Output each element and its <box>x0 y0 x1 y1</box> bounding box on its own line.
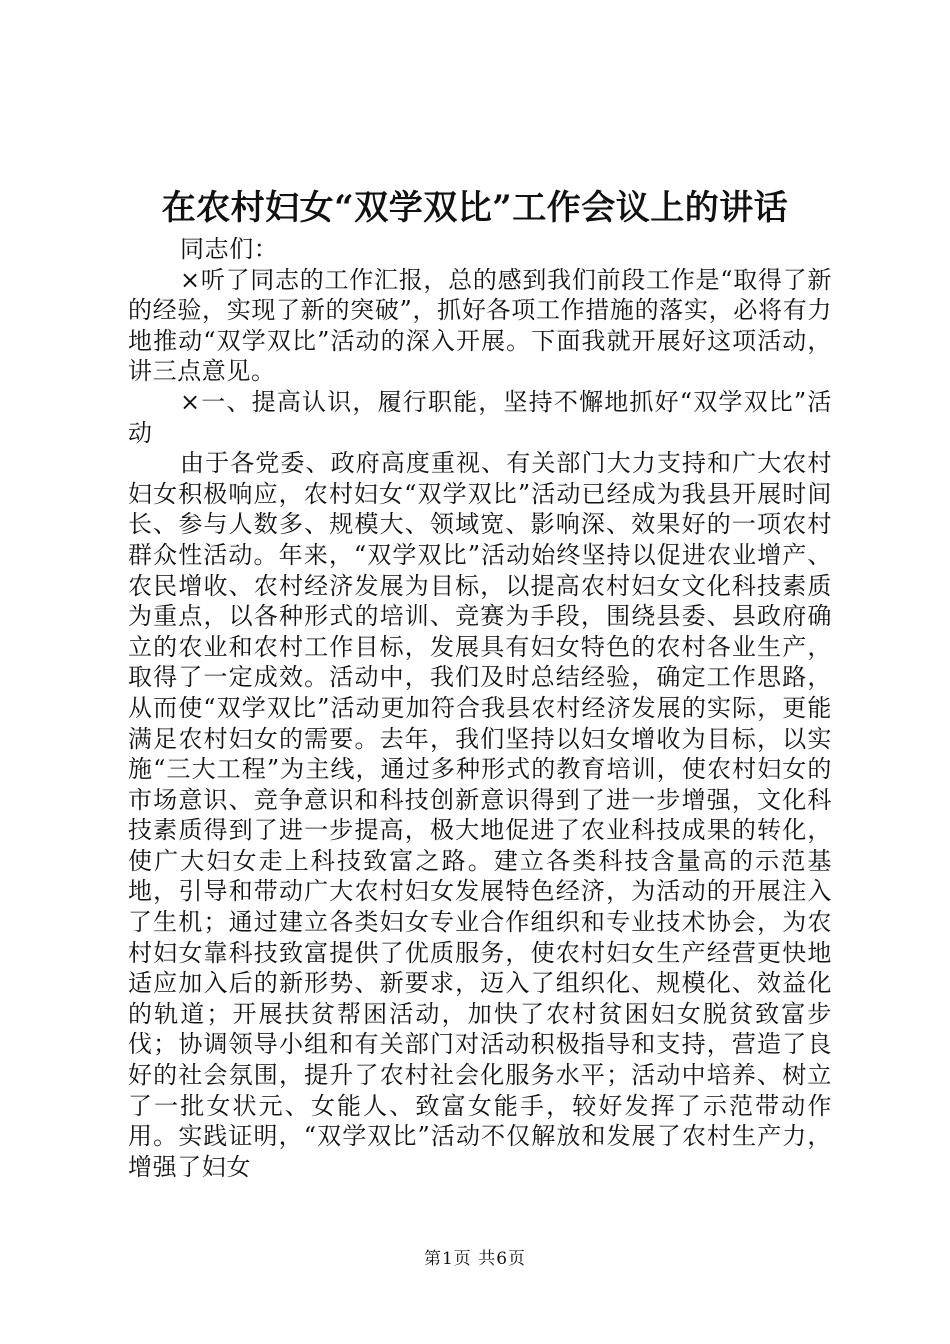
document-body <box>128 234 832 1182</box>
salutation: 同志们： <box>180 235 279 263</box>
paragraph-intro: ×听了同志的工作汇报，总的感到我们前段工作是“取得了新的经验，实现了新的突破”，抓好各项工作措施的落实，必将有力地推动“双学双比”活动的深入开展。下面我就开展好这项活动，讲三点意见。 <box>128 265 832 386</box>
page-footer: 第1页 共6页 <box>423 1249 527 1269</box>
paragraph-body: 由于各党委、政府高度重视、有关部门大力支持和广大农村妇女积极响应，农村妇女“双学双比”活动已经成为我县开展时间长、参与人数多、规模大、领域宽、影响深、效果好的一项农村群众性活动。年来，“双学双比”活动始终坚持以促进农业增产、农民增收、农村经济发展为目标，以提高农村妇女文化科技素质为重点，以各种形式的培训、竞赛为手段，围绕县委、县政府确立的农业和农村工作目标，发展具有妇女特色的农村各业生产，取得了一定成效。活动中，我们及时总结经验，确定工作思路，从而使“双学双比”活动更加符合我县农村经济发展的实际，更能满足农村妇女的需要。去年，我们坚持以妇女增收为目标，以实施“三大工程”为主线，通过多种形式的教育培训，使农村妇女的市场意识、竞争意识和科技创新意识得到了进一步增强，文化科技素质得到了进一步提高，极大地促进了农业科技成果的转化，使广大妇女走上科技致富之路。建立各类科技含量高的示范基地，引导和带动广大农村妇女发展特色经济，为活动的开展注入了生机；通过建立各类妇女专业合作组织和专业技术协会，为农村妇女靠科技致富提供了优质服务，使农村妇女生产经营更快地适应加入后的新形势、新要求，迈入了组织化、规模化、效益化的轨道；开展扶贫帮困活动，加快了农村贫困妇女脱贫致富步伐；协调领导小组和有关部门对活动积极指导和支持，营造了良好的社会氛围，提升了农村社会化服务水平；活动中培养、树立了一批女状元、女能人、致富女能手，较好发挥了示范带动作用。实践证明，“双学双比”活动不仅解放和发展了农村生产力，增强了妇女 <box>128 449 832 1181</box>
section-heading-1: ×一、提高认识，履行职能，坚持不懈地抓好“双学双比”活动 <box>128 387 832 447</box>
document-title: 在农村妇女“双学双比”工作会议上的讲话 <box>161 188 789 228</box>
